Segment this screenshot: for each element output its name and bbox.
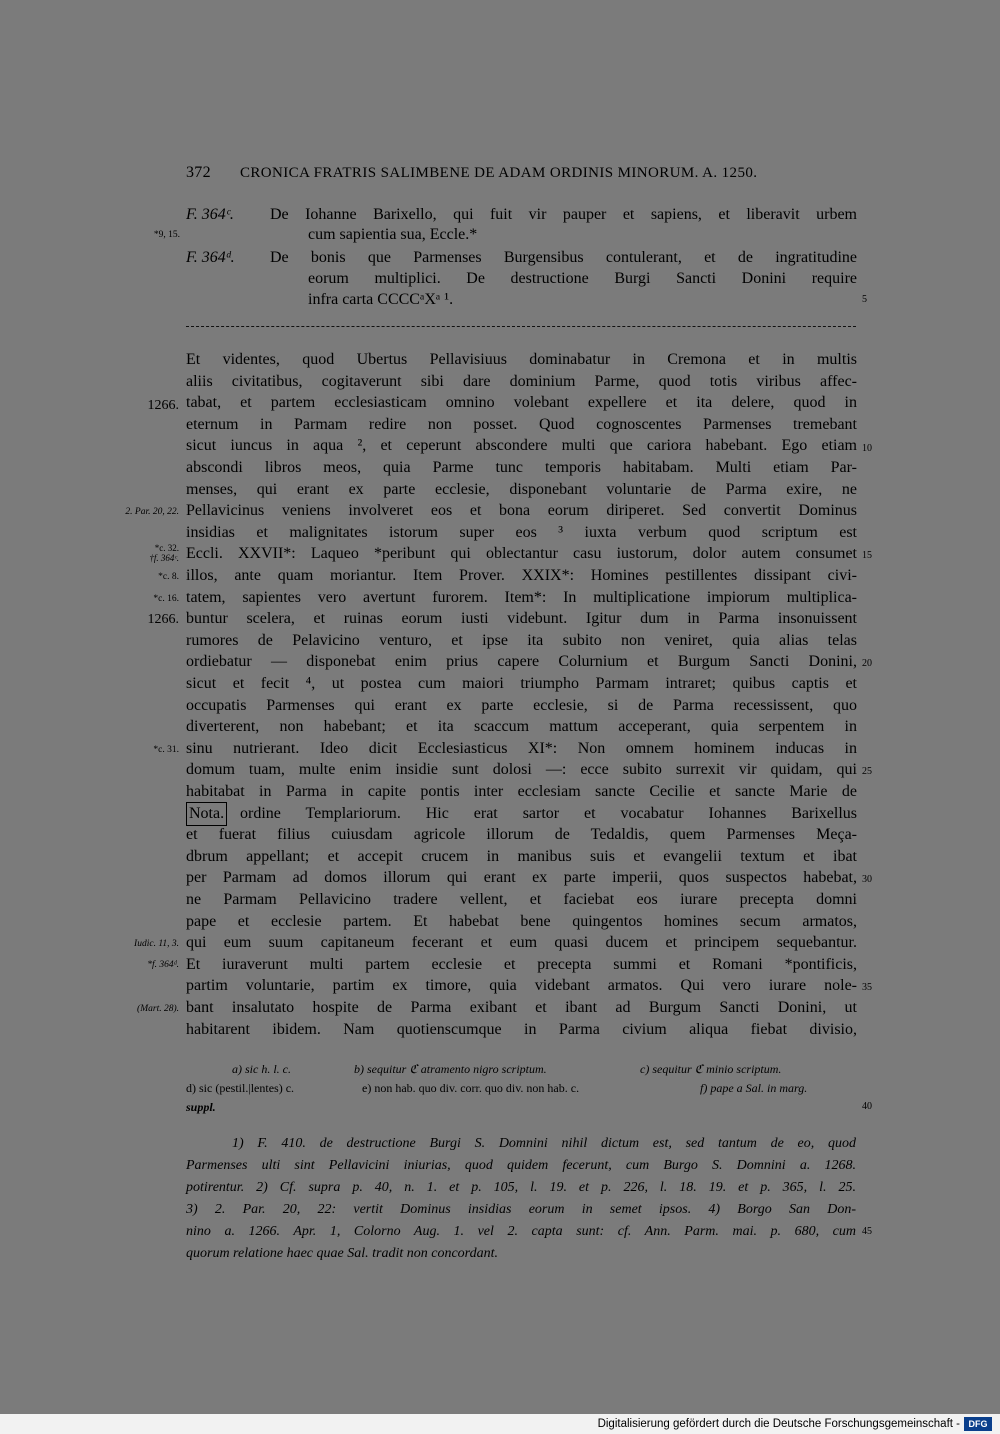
apparatus-note: c) sequitur ℭ minio scriptum. xyxy=(640,1062,782,1076)
text-line: occupatis Parmenses qui erant ex parte ecclesie, si de Parma recessissent, quo xyxy=(186,696,857,714)
margin-ref: 2. Par. 20, 22. xyxy=(125,507,179,517)
footer-credit: Digitalisierung gefördert durch die Deutsche Forschungsgemeinschaft - xyxy=(597,1418,960,1430)
footnote-line: 1) F. 410. de destructione Burgi S. Domnini nihil dictum est, sed tantum de eo, quod xyxy=(232,1136,856,1151)
apparatus-note: e) non hab. quo div. corr. quo div. non hab. c. xyxy=(362,1081,580,1095)
line-number-10: 10 xyxy=(862,443,872,454)
apparatus-note: b) sequitur ℭ atramento nigro scriptum. xyxy=(354,1062,547,1076)
text-line: insidias et malignitates istorum super eos ³ iuxta verbum quod scriptum est xyxy=(186,523,857,541)
text-line: habitarent ibidem. Nam quotienscumque in Parma civium aliqua fiebat divisio, xyxy=(186,1020,857,1038)
text-line: Pellavicinus veniens involveret eos et bona eorum diriperet. Sed convertit Dominus xyxy=(186,502,857,520)
line-number-30: 30 xyxy=(862,874,872,885)
text-line: per Parmam ad domos illorum qui erant ex parte imperii, quos suspectos habebat, xyxy=(186,869,857,887)
index-entry-2-line1: De bonis que Parmenses Burgensibus contulerant, et de ingratitudine xyxy=(270,249,857,266)
text-line: abscondi libros meos, quia Parme tunc temporis habitabam. Multi etiam Par- xyxy=(186,459,857,476)
index-ref-2: F. 364ᵈ. xyxy=(186,249,235,266)
text-line: Et videntes, quod Ubertus Pellavisiuus dominabatur in Cremona et in multis xyxy=(186,351,857,368)
line-number-45: 45 xyxy=(862,1226,872,1237)
apparatus-note: suppl. xyxy=(186,1100,216,1114)
apparatus-note: f) pape a Sal. in marg. xyxy=(700,1081,808,1095)
text-line: ordiebatur — disponebat enim prius capere Colurnium et Burgum Sancti Donini, xyxy=(186,653,857,671)
margin-ref: (Mart. 28). xyxy=(137,1004,179,1014)
page-number: 372 xyxy=(186,164,211,181)
text-line: sicut et fecit ⁴, ut postea cum maiori triumpho Parmam intraret; quibus captis et xyxy=(186,675,857,692)
index-entry-1-line1: De Iohanne Barixello, qui fuit vir pauper et sapiens, et liberavit urbem xyxy=(270,206,857,223)
apparatus-note: d) sic (pestil.|lentes) c. xyxy=(186,1081,295,1095)
text-line: tatem, sapientes vero avertunt furorem. Item*: In multiplicatione impiorum multiplica- xyxy=(186,588,857,606)
index-marginal-1: *9, 15. xyxy=(153,230,180,240)
footnote-line: quorum relatione haec quae Sal. tradit non concordant. xyxy=(186,1246,498,1261)
line-number-25: 25 xyxy=(862,766,872,777)
apparatus-note: a) sic h. l. c. xyxy=(232,1062,291,1076)
text-line: tabat, et partem ecclesiasticam omnino volebant expellere et ita delere, quod in xyxy=(186,394,857,412)
dfg-logo: DFG xyxy=(964,1417,992,1431)
line-number-40: 40 xyxy=(862,1101,872,1112)
text-line: qui eum suum capitaneum fecerant et eum quasi ducem et principem sequebantur. xyxy=(186,934,857,952)
margin-ref: *c. 32. xyxy=(154,543,179,553)
text-line: habitabat in Parma in capite pontis inter ecclesiam sancte Cecilie et sancte Marie de xyxy=(186,783,857,800)
footnote-line: potirentur. 2) Cf. supra p. 40, n. 1. et p. 105, l. 19. et p. 226, l. 18. 19. et p. 365, l. 25. xyxy=(186,1180,856,1195)
index-entry-2-line2: eorum multiplici. De destructione Burgi Sancti Donini require xyxy=(308,270,857,287)
text-line: ordine Templariorum. Hic erat sartor et vocabatur Iohannes Barixellus xyxy=(240,804,857,822)
margin-year: 1266. xyxy=(147,612,179,627)
text-line: pape et ecclesie partem. Et habebat bene quingentos homines secum armatos, xyxy=(186,912,857,930)
text-line: rumores de Pelavicino venturo, et ipse ita subito non veniret, quia alias telas xyxy=(186,631,857,649)
line-number-20: 20 xyxy=(862,658,872,669)
section-divider xyxy=(186,326,856,327)
margin-year: 1266. xyxy=(147,398,179,413)
margin-ref: †f. 364ᶜ. xyxy=(149,553,179,563)
text-line: illos, ante quam moriantur. Item Prover. XXIX*: Homines pestillentes dissipant civi- xyxy=(186,567,857,584)
margin-ref: Iudic. 11, 3. xyxy=(134,939,179,949)
margin-ref: *f. 364ᵈ. xyxy=(147,960,179,970)
text-line: aliis civitatibus, cogitaverunt sibi dare dominium Parme, quod totis viribus affec- xyxy=(186,372,857,390)
footnote-line: Parmenses ulti sint Pellavicini iniurias, quod quidem fecerunt, cum Burgo S. Domnini a. 1268. xyxy=(186,1158,856,1173)
line-number-5: 5 xyxy=(862,294,867,305)
index-ref-1: F. 364ᶜ. xyxy=(186,206,234,223)
text-line: eternum in Parmam redire non posset. Quod cognoscentes Parmenses tremebant xyxy=(186,415,857,433)
line-number-15: 15 xyxy=(862,550,872,561)
text-line: buntur scelera, et ruinas eorum iusti videbunt. Igitur dum in Parma insonuissent xyxy=(186,610,857,628)
text-line: sinu nutrierant. Ideo dicit Ecclesiasticus XI*: Non omnem hominem inducas in xyxy=(186,739,857,757)
text-line: partim voluntarie, partim ex timore, quia videbant armatos. Qui vero iurare nole- xyxy=(186,977,857,995)
text-line: Et iuraverunt multi partem ecclesie et precepta summi et Romani *pontificis, xyxy=(186,955,857,973)
text-line: diverterent, non habebant; et ita scaccum mattum acceperant, quia serpentem in xyxy=(186,718,857,736)
footer-bar xyxy=(0,1414,1000,1434)
line-number-35: 35 xyxy=(862,982,872,993)
text-line: menses, qui erant ex parte ecclesie, disponebant voluntarie de Parma exire, ne xyxy=(186,480,857,498)
text-line: domum tuam, multe enim insidie sunt dolosi —: ecce subito surrexit vir quidam, qui xyxy=(186,761,857,779)
index-entry-1-line2: cum sapientia sua, Eccle.* xyxy=(308,226,478,243)
margin-ref: *c. 8. xyxy=(158,572,179,582)
text-line: Eccli. XXVII*: Laqueo *peribunt qui oblectantur casu iustorum, dolor autem consumet xyxy=(186,545,857,563)
nota-box: Nota. xyxy=(186,802,227,826)
footnote-line: 3) 2. Par. 20, 22: vertit Dominus insidias eorum in semet ipsos. 4) Borgo San Don- xyxy=(186,1202,856,1217)
text-line: ne Parmam Pellavicino tradere vellent, et faciebat eos iurare precepta domni xyxy=(186,891,857,908)
index-entry-2-line3: infra carta CCCCᵃXᵃ ¹. xyxy=(308,291,454,308)
footnote-line: nino a. 1266. Apr. 1, Colorno Aug. 1. vel 2. capta sunt: cf. Ann. Parm. mai. p. 680, cum xyxy=(186,1224,856,1239)
text-line: dbrum appellant; et accepit crucem in manibus suis et evangelii textum et ibat xyxy=(186,847,857,865)
margin-ref: *c. 31. xyxy=(153,745,179,755)
text-line: et fuerat filius cuiusdam agricole illorum de Tedaldis, quem Parmenses Meça- xyxy=(186,826,857,844)
margin-ref: *c. 16. xyxy=(153,594,179,604)
text-line: sicut iuncus in aqua ², et ceperunt abscondere multi que cariora habebant. Ego etiam xyxy=(186,437,857,455)
running-title: CRONICA FRATRIS SALIMBENE DE ADAM ORDINIS MINORUM. A. 1250. xyxy=(240,165,758,181)
text-line: bant insalutato hospite de Parma exibant et ibant ad Burgum Sancti Donini, ut xyxy=(186,999,857,1016)
